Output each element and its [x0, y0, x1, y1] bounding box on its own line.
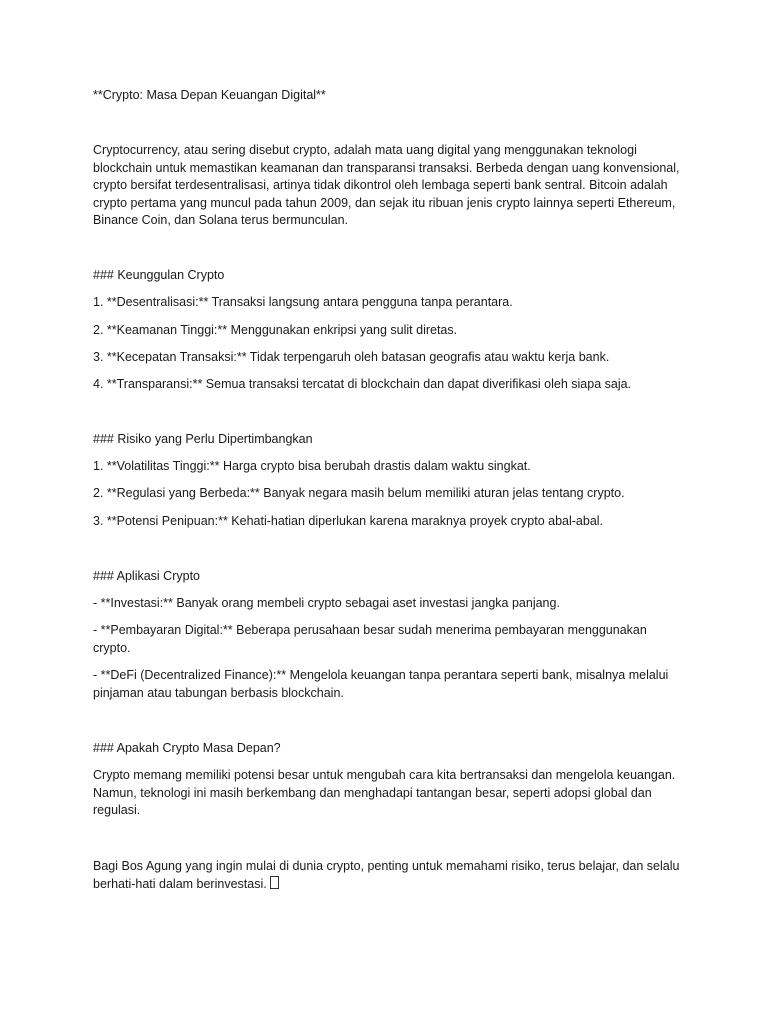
applications-item: - **Pembayaran Digital:** Beberapa perusahaan besar sudah menerima pembayaran menggunakan crypto. — [93, 623, 647, 655]
applications-item: - **Investasi:** Banyak orang membeli crypto sebagai aset investasi jangka panjang. — [93, 596, 560, 610]
applications-item: - **DeFi (Decentralized Finance):** Mengelola keuangan tanpa perantara seperti bank, misalnya melalui pinjaman atau tabungan berbasis blockchain. — [93, 668, 669, 700]
advantages-item: 4. **Transparansi:** Semua transaksi tercatat di blockchain dan dapat diverifikasi oleh siapa saja. — [93, 377, 632, 391]
closing-text: Bagi Bos Agung yang ingin mulai di dunia crypto, penting untuk memahami risiko, terus belajar, dan selalu berhati-hati dalam berinvestasi. — [93, 859, 680, 891]
risks-heading: ### Risiko yang Perlu Dipertimbangkan — [93, 432, 313, 446]
future-paragraph: Crypto memang memiliki potensi besar untuk mengubah cara kita bertransaksi dan mengelola keuangan. Namun, teknologi ini masih berkembang dan menghadapi tantangan besar, seperti adopsi global dan regulasi. — [93, 768, 676, 817]
future-heading: ### Apakah Crypto Masa Depan? — [93, 741, 281, 755]
closing-paragraph — [93, 858, 683, 893]
advantages-heading: ### Keunggulan Crypto — [93, 268, 225, 282]
advantages-item: 1. **Desentralisasi:** Transaksi langsung antara pengguna tanpa perantara. — [93, 295, 513, 309]
applications-heading: ### Aplikasi Crypto — [93, 569, 201, 583]
advantages-item: 2. **Keamanan Tinggi:** Menggunakan enkripsi yang sulit diretas. — [93, 323, 458, 337]
risks-item: 3. **Potensi Penipuan:** Kehati-hatian diperlukan karena maraknya proyek crypto abal-abal. — [93, 514, 604, 528]
risks-item: 1. **Volatilitas Tinggi:** Harga crypto bisa berubah drastis dalam waktu singkat. — [93, 459, 531, 473]
advantages-item: 3. **Kecepatan Transaksi:** Tidak terpengaruh oleh batasan geografis atau waktu kerja bank. — [93, 350, 610, 364]
risks-item: 2. **Regulasi yang Berbeda:** Banyak negara masih belum memiliki aturan jelas tentang crypto. — [93, 486, 625, 500]
missing-glyph-icon — [270, 876, 279, 889]
intro-paragraph: Cryptocurrency, atau sering disebut crypto, adalah mata uang digital yang menggunakan teknologi blockchain untuk memastikan keamanan dan transparansi transaksi. Berbeda dengan uang konvensional, crypto bersifat terdesentralisasi, artinya tidak dikontrol oleh lembaga seperti bank sentral. Bitcoin adalah crypto pertama yang muncul pada tahun 2009, dan sejak itu ribuan jenis crypto lainnya seperti Ethereum, Binance Coin, dan Solana terus bermunculan. — [93, 143, 680, 227]
document-title: **Crypto: Masa Depan Keuangan Digital** — [93, 88, 326, 102]
